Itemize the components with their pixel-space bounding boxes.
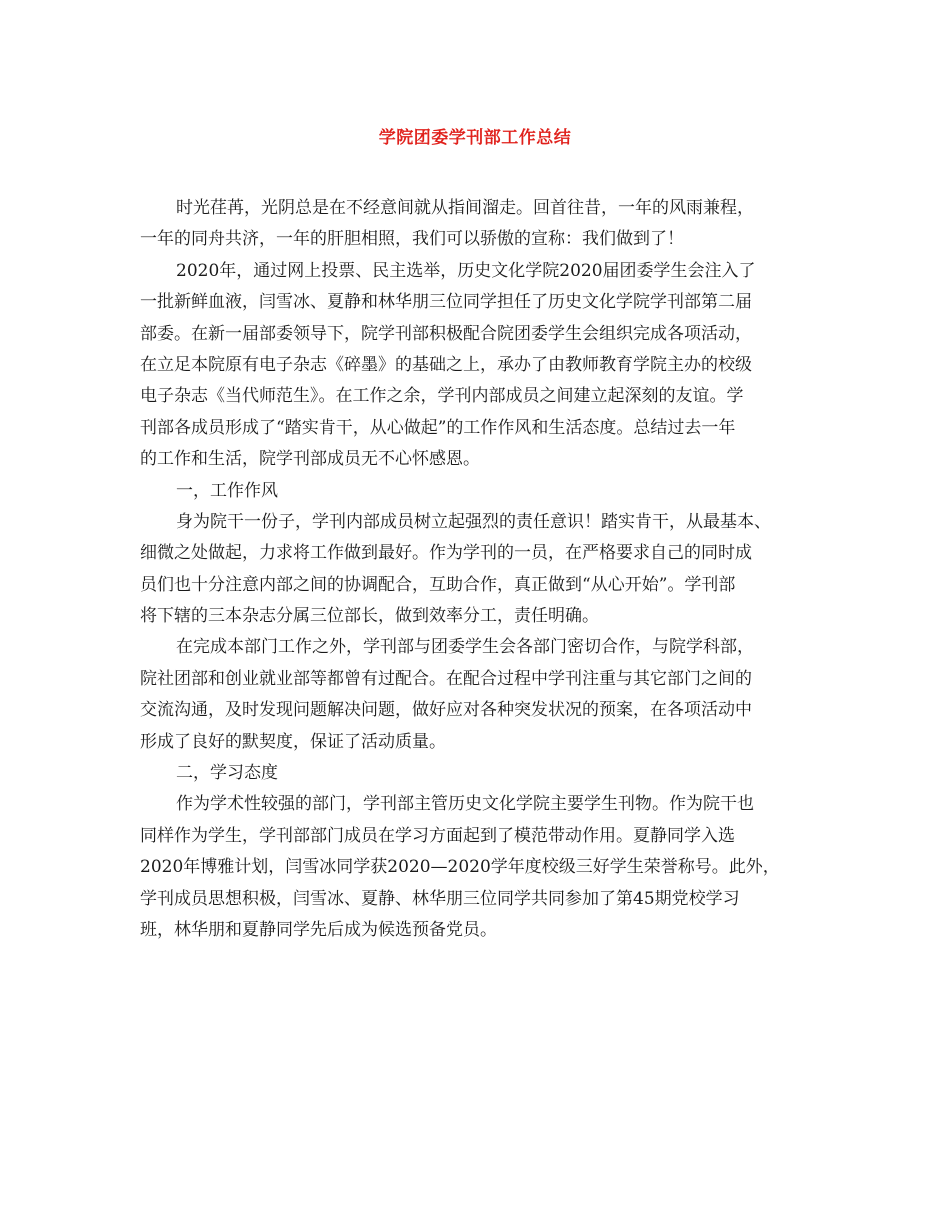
text-line: 在立足本院原有电子杂志《碎墨》的基础之上，承办了由教师教育学院主办的校级 (140, 354, 752, 375)
text-line: 作为学术性较强的部门，学刊部主管历史文化学院主要学生刊物。作为院干也 (176, 794, 754, 815)
text-line: 一年的同舟共济，一年的肝胆相照，我们可以骄傲的宣称：我们做到了！ (140, 229, 684, 250)
text-line: 院社团部和创业就业部等都曾有过配合。在配合过程中学刊注重与其它部门之间的 (140, 668, 752, 689)
text-line: 的工作和生活，院学刊部成员无不心怀感恩。 (140, 449, 480, 470)
text-line: 同样作为学生，学刊部部门成员在学习方面起到了模范带动作用。夏静同学入选 (140, 825, 735, 846)
text-line: 形成了良好的默契度，保证了活动质量。 (140, 731, 446, 752)
text-line: 在完成本部门工作之外，学刊部与团委学生会各部门密切合作，与院学科部， (176, 637, 754, 658)
text-line: 2020年，通过网上投票、民主选举，历史文化学院2020届团委学生会注入了 (176, 260, 756, 281)
document-title: 学院团委学刊部工作总结 (378, 128, 572, 148)
text-line: 一，工作作风 (176, 480, 278, 501)
text-line: 二，学习态度 (176, 763, 278, 784)
text-line: 将下辖的三本杂志分属三位部长，做到效率分工，责任明确。 (140, 606, 599, 627)
text-line: 学刊成员思想积极，闫雪冰、夏静、林华朋三位同学共同参加了第45期党校学习 (140, 888, 740, 909)
text-line: 员们也十分注意内部之间的协调配合，互助合作，真正做到“从心开始”。学刊部 (140, 574, 736, 595)
text-line: 电子杂志《当代师范生》。在工作之余，学刊内部成员之间建立起深刻的友谊。学 (140, 386, 744, 407)
text-line: 2020年博雅计划，闫雪冰同学获2020—2020学年度校级三好学生荣誉称号。此外， (140, 857, 780, 878)
text-line: 班，林华朋和夏静同学先后成为候选预备党员。 (140, 919, 497, 940)
text-line: 身为院干一份子，学刊内部成员树立起强烈的责任意识！踏实肯干，从最基本、 (176, 511, 771, 532)
document-body (140, 193, 800, 946)
text-line: 一批新鲜血液，闫雪冰、夏静和林华朋三位同学担任了历史文化学院学刊部第二届 (140, 292, 752, 313)
text-line: 细微之处做起，力求将工作做到最好。作为学刊的一员，在严格要求自己的同时成 (140, 543, 752, 564)
text-line: 交流沟通，及时发现问题解决问题，做好应对各种突发状况的预案，在各项活动中 (140, 700, 752, 721)
text-line: 时光荏苒，光阴总是在不经意间就从指间溜走。回首往昔，一年的风雨兼程， (176, 198, 754, 218)
text-line: 刊部各成员形成了“踏实肯干，从心做起”的工作作风和生活态度。总结过去一年 (140, 417, 736, 438)
text-line: 部委。在新一届部委领导下，院学刊部积极配合院团委学生会组织完成各项活动， (140, 323, 752, 344)
